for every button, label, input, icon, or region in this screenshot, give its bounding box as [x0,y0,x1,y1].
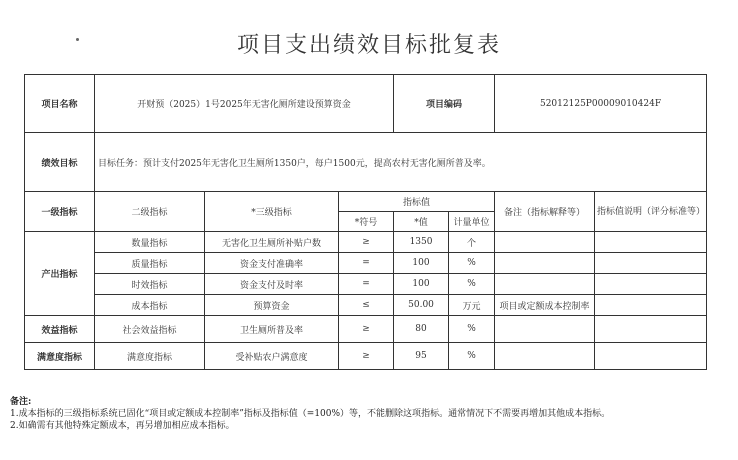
notes-heading: 备注: [10,397,32,407]
row-remark [495,343,595,370]
row-unit: 万元 [449,295,495,316]
table-row [25,232,707,253]
row-explain [595,253,707,274]
row-symbol: ≥ [339,343,394,370]
header-remark: 备注（指标解释等） [495,192,595,232]
row-remark [495,253,595,274]
table-row [25,253,707,274]
row-value: 95 [394,343,449,370]
row-level2: 社会效益指标 [95,316,205,343]
row-value: 50.00 [394,295,449,316]
row-explain [595,343,707,370]
header-value: *值 [394,212,449,232]
row-explain [595,232,707,253]
row-level3: 无害化卫生厕所补贴户数 [205,232,339,253]
row-explain [595,316,707,343]
header-level1: 一级指标 [25,192,95,232]
row-level3: 预算资金 [205,295,339,316]
header-value-group: 指标值 [339,192,495,212]
row-value: 80 [394,316,449,343]
group-benefit: 效益指标 [25,316,95,343]
group-satisfaction: 满意度指标 [25,343,95,370]
row-value: 100 [394,274,449,295]
row-value: 100 [394,253,449,274]
row-symbol: ≤ [339,295,394,316]
row-level3: 卫生厕所普及率 [205,316,339,343]
project-name-value: 开财预（2025）1号2025年无害化厕所建设预算资金 [95,75,394,133]
project-code-value: 52012125P00009010424F [495,75,707,133]
goal-text: 目标任务：预计支付2025年无害化卫生厕所1350户，每户1500元，提高农村无害化厕所普及率。 [95,133,707,192]
project-code-label: 项目编码 [394,75,495,133]
project-row [25,75,707,133]
row-level2: 成本指标 [95,295,205,316]
row-unit: % [449,253,495,274]
row-symbol: = [339,253,394,274]
note-item: 1.成本指标的三级指标系统已固化“项目或定额成本控制率”指标及指标值（=100%）等，不能删除这项指标。通常情况下不需要再增加其他成本指标。 [10,409,611,419]
row-level2: 质量指标 [95,253,205,274]
header-level2: 二级指标 [95,192,205,232]
row-level2: 时效指标 [95,274,205,295]
header-explain: 指标值说明（评分标准等） [595,192,707,232]
table-row [25,274,707,295]
row-unit: % [449,274,495,295]
row-level2: 数量指标 [95,232,205,253]
goal-label: 绩效目标 [25,133,95,192]
page-title: 项目支出绩效目标批复表 [236,33,501,58]
row-unit: 个 [449,232,495,253]
row-level2: 满意度指标 [95,343,205,370]
row-remark [495,232,595,253]
row-remark [495,316,595,343]
row-explain [595,274,707,295]
row-symbol: ≥ [339,316,394,343]
row-level3: 资金支付准确率 [205,253,339,274]
row-symbol: = [339,274,394,295]
row-level3: 资金支付及时率 [205,274,339,295]
header-row-1 [25,192,707,212]
group-output: 产出指标 [25,232,95,316]
row-remark: 项目或定额成本控制率 [495,295,595,316]
header-level3: *三级指标 [205,192,339,232]
approval-table [24,74,707,370]
goal-row [25,133,707,192]
row-symbol: ≥ [339,232,394,253]
row-unit: % [449,316,495,343]
row-explain [595,295,707,316]
header-unit: 计量单位 [449,212,495,232]
note-item: 2.如确需有其他特殊定额成本，再另增加相应成本指标。 [10,421,235,431]
table-row [25,316,707,343]
row-level3: 受补贴农户满意度 [205,343,339,370]
project-name-label: 项目名称 [25,75,95,133]
row-remark [495,274,595,295]
row-value: 1350 [394,232,449,253]
table-row [25,343,707,370]
notes-section [10,396,730,432]
row-unit: % [449,343,495,370]
header-symbol: *符号 [339,212,394,232]
table-row [25,295,707,316]
